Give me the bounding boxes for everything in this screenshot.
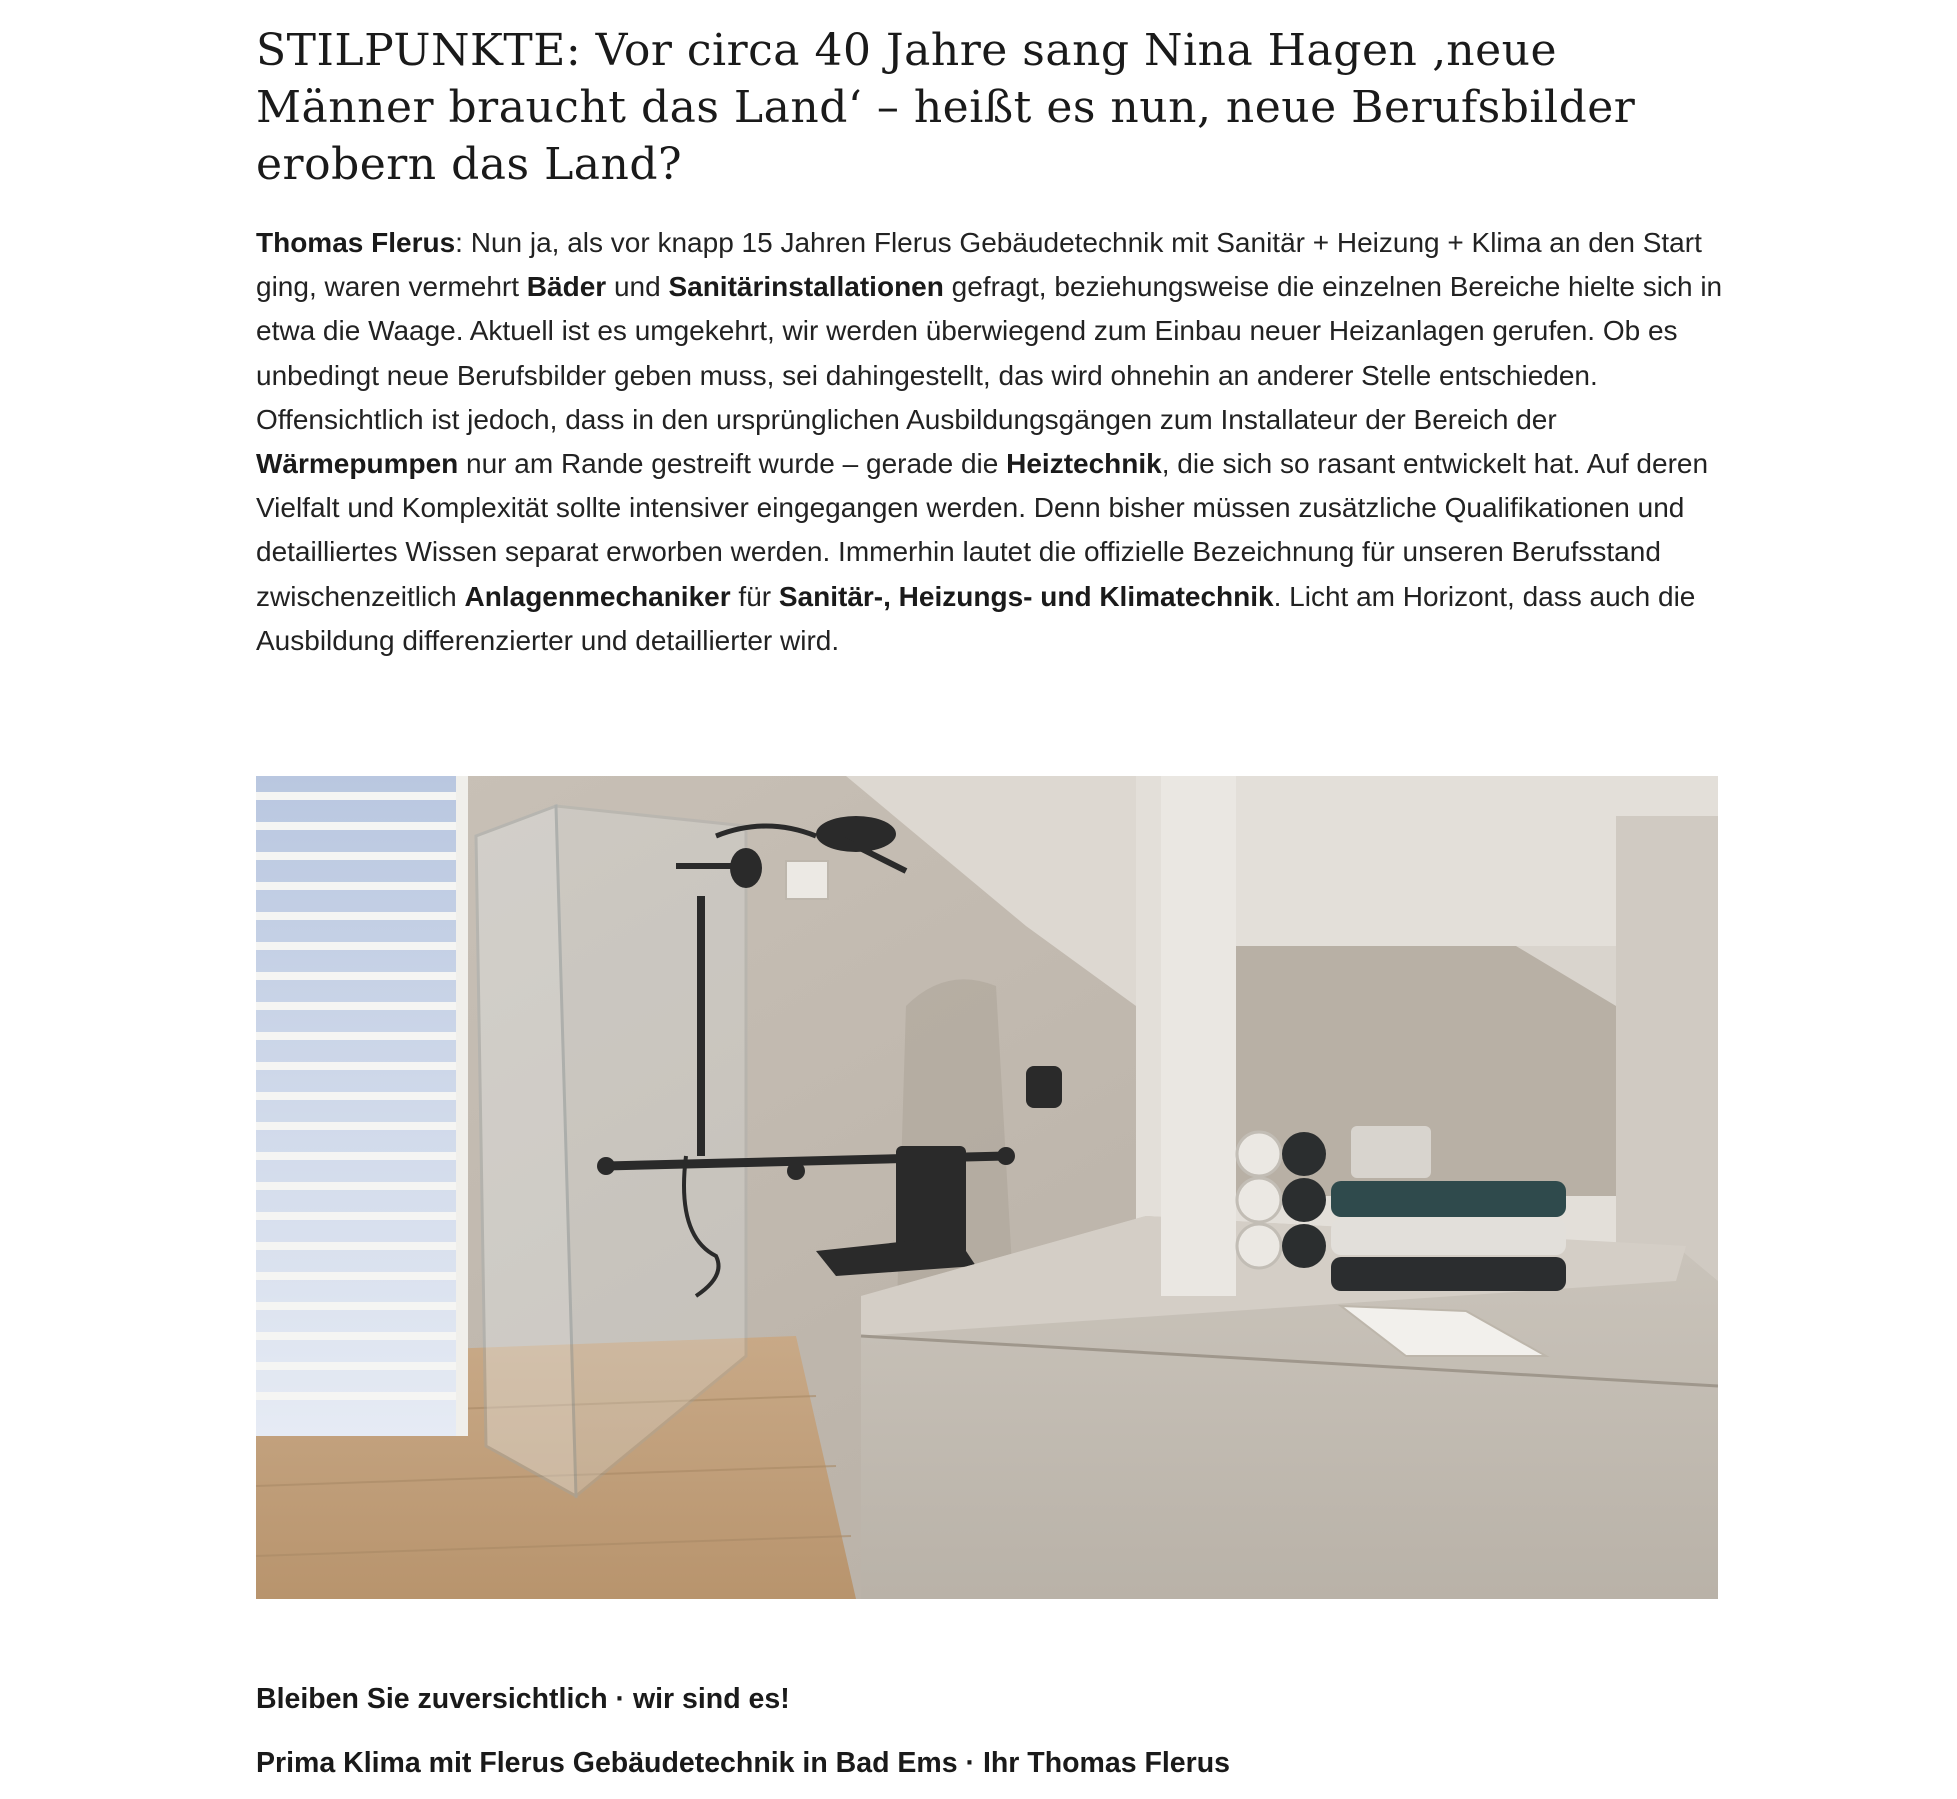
paragraph-text: , die sich so rasant entwickelt hat. Auf deren Vielfalt und Komplexität sollte intensiver eingegangen werden. Denn bisher müssen zusätzliche Qualifikationen und detailliertes Wissen separat erworben werden. Immerhin lautet die offizielle Bezeichnung für unseren Berufsstand zwischenzeitlich [256, 448, 1709, 612]
paragraph-text: nur am Rande gestreift wurde – gerade die [458, 448, 1007, 480]
paragraph-text: und [606, 271, 669, 303]
paragraph-text: für [730, 580, 779, 612]
bathroom-photo [256, 776, 1718, 1599]
article [256, 0, 1726, 663]
emphasis-text: Heiztechnik [1006, 448, 1162, 480]
emphasis-text: Sanitärinstallationen [668, 271, 944, 303]
closing-line-1: Bleiben Sie zuversichtlich · wir sind es! [256, 1683, 790, 1715]
emphasis-text: Sanitär-, Heizungs- und Klimatechnik [778, 580, 1274, 612]
article-paragraph [256, 221, 1726, 663]
closing-line-2: Prima Klima mit Flerus Gebäudetechnik in Bad Ems · Ihr Thomas Flerus [256, 1747, 1230, 1779]
emphasis-text: Thomas Flerus [256, 227, 456, 258]
emphasis-text: Bäder [526, 271, 607, 303]
emphasis-text: Wärmepumpen [256, 448, 459, 480]
article-heading: STILPUNKTE: Vor circa 40 Jahre sang Nina Hagen ‚neue Männer braucht das Land‘ – heißt es nun, neue Berufsbilder erobern das Land? [256, 25, 1636, 190]
emphasis-text: Anlagenmechaniker [464, 580, 731, 612]
paragraph-text: : Nun ja, als vor knapp 15 Jahren Flerus Gebäudetechnik mit Sanitär + Heizung + Klima an den Start ging, waren vermehrt [256, 227, 1702, 303]
paragraph-text: . Licht am Horizont, dass auch die Ausbildung differenzierter und detaillierter wird. [256, 580, 1696, 656]
paragraph-text: gefragt, beziehungsweise die einzelnen Bereiche hielte sich in etwa die Waage. Aktuell ist es umgekehrt, wir werden überwiegend zum Einbau neuer Heizanlagen gerufen. Ob es unbedingt neue Berufsbilder geben muss, sei dahingestellt, das wird ohnehin an anderer Stelle entschieden. Offensichtlich ist jedoch, dass in den ursprünglichen Ausbildungsgängen zum Installateur der Bereich der [256, 271, 1723, 435]
